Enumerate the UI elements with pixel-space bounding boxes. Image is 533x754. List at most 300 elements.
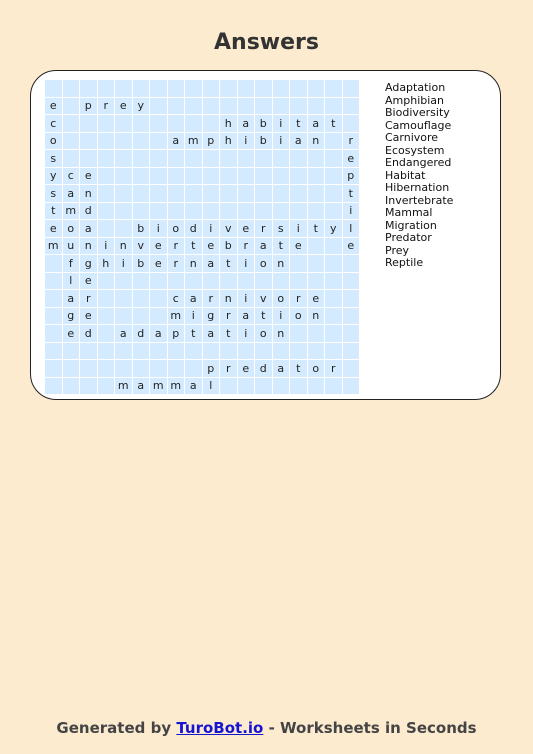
grid-cell: n: [185, 255, 202, 272]
grid-cell: [238, 185, 255, 202]
grid-cell: [255, 378, 272, 395]
grid-cell: [308, 185, 325, 202]
grid-cell: p: [168, 325, 185, 342]
grid-cell: [203, 98, 220, 115]
grid-cell: [325, 238, 342, 255]
grid-cell: [150, 115, 167, 132]
grid-cell: [185, 150, 202, 167]
grid-cell: [98, 325, 115, 342]
grid-cell: d: [80, 203, 97, 220]
grid-cell: [203, 150, 220, 167]
grid-cell: [45, 80, 62, 97]
grid-cell: [150, 308, 167, 325]
grid-cell: [133, 290, 150, 307]
grid-cell: [290, 150, 307, 167]
grid-cell: [98, 273, 115, 290]
grid-cell: [115, 115, 132, 132]
grid-cell: [273, 343, 290, 360]
grid-cell: [238, 378, 255, 395]
grid-cell: d: [185, 220, 202, 237]
grid-cell: [255, 203, 272, 220]
grid-cell: [220, 343, 237, 360]
grid-cell: [273, 150, 290, 167]
grid-cell: [343, 308, 360, 325]
grid-cell: t: [290, 360, 307, 377]
grid-cell: a: [168, 133, 185, 150]
grid-cell: [343, 325, 360, 342]
grid-cell: n: [308, 308, 325, 325]
grid-cell: [290, 325, 307, 342]
grid-cell: [45, 308, 62, 325]
grid-cell: g: [203, 308, 220, 325]
grid-cell: t: [185, 238, 202, 255]
grid-cell: [115, 343, 132, 360]
grid-cell: [168, 168, 185, 185]
word-list-item: Invertebrate: [385, 193, 454, 207]
turobot-link[interactable]: TuroBot.io: [176, 719, 264, 737]
grid-cell: [63, 98, 80, 115]
grid-cell: [343, 290, 360, 307]
grid-cell: [115, 308, 132, 325]
grid-cell: [273, 203, 290, 220]
grid-cell: [255, 343, 272, 360]
grid-cell: [185, 203, 202, 220]
grid-cell: v: [255, 290, 272, 307]
grid-cell: i: [203, 220, 220, 237]
grid-cell: o: [168, 220, 185, 237]
grid-cell: c: [45, 115, 62, 132]
grid-cell: a: [238, 115, 255, 132]
grid-cell: [185, 168, 202, 185]
grid-cell: [168, 115, 185, 132]
grid-cell: [115, 203, 132, 220]
grid-cell: s: [273, 220, 290, 237]
grid-cell: y: [45, 168, 62, 185]
word-list-item: Carnivore: [385, 131, 439, 144]
grid-cell: r: [255, 220, 272, 237]
grid-cell: [150, 133, 167, 150]
grid-cell: [63, 378, 80, 395]
grid-cell: [98, 185, 115, 202]
grid-cell: e: [290, 238, 307, 255]
grid-cell: i: [238, 290, 255, 307]
grid-cell: [255, 98, 272, 115]
grid-cell: [308, 80, 325, 97]
grid-cell: n: [273, 255, 290, 272]
grid-cell: [98, 80, 115, 97]
grid-cell: [168, 343, 185, 360]
grid-cell: [220, 185, 237, 202]
grid-cell: [150, 273, 167, 290]
grid-cell: [343, 360, 360, 377]
grid-cell: h: [220, 133, 237, 150]
grid-cell: [45, 325, 62, 342]
grid-cell: u: [63, 238, 80, 255]
grid-cell: [98, 115, 115, 132]
grid-cell: i: [98, 238, 115, 255]
grid-cell: [80, 80, 97, 97]
grid-cell: m: [185, 133, 202, 150]
grid-cell: [203, 185, 220, 202]
grid-cell: [150, 185, 167, 202]
grid-cell: e: [45, 220, 62, 237]
grid-cell: [150, 150, 167, 167]
grid-cell: [308, 98, 325, 115]
grid-cell: [220, 150, 237, 167]
grid-cell: r: [168, 238, 185, 255]
grid-cell: m: [168, 308, 185, 325]
grid-cell: r: [325, 360, 342, 377]
page-title: Answers: [214, 30, 319, 55]
grid-cell: o: [63, 220, 80, 237]
grid-cell: n: [273, 325, 290, 342]
grid-cell: i: [185, 308, 202, 325]
word-list-item: Camouflage: [385, 118, 452, 132]
grid-cell: [343, 80, 360, 97]
grid-cell: [343, 98, 360, 115]
grid-cell: i: [238, 325, 255, 342]
grid-cell: [133, 203, 150, 220]
grid-cell: [185, 80, 202, 97]
grid-cell: a: [63, 185, 80, 202]
grid-cell: e: [80, 273, 97, 290]
grid-cell: a: [290, 133, 307, 150]
grid-cell: [325, 343, 342, 360]
grid-cell: [133, 80, 150, 97]
grid-cell: [343, 343, 360, 360]
grid-cell: e: [63, 325, 80, 342]
grid-cell: [325, 150, 342, 167]
grid-cell: [168, 203, 185, 220]
grid-cell: t: [308, 220, 325, 237]
grid-cell: [98, 133, 115, 150]
grid-cell: [308, 343, 325, 360]
grid-cell: b: [220, 238, 237, 255]
grid-cell: [63, 133, 80, 150]
grid-cell: i: [115, 255, 132, 272]
grid-cell: [98, 308, 115, 325]
grid-cell: p: [203, 133, 220, 150]
word-list-item: Prey: [385, 243, 409, 257]
grid-cell: [325, 290, 342, 307]
grid-cell: y: [325, 220, 342, 237]
grid-cell: [308, 168, 325, 185]
grid-cell: [45, 378, 62, 395]
grid-cell: y: [133, 98, 150, 115]
grid-cell: [220, 378, 237, 395]
grid-cell: t: [290, 115, 307, 132]
grid-cell: [290, 203, 307, 220]
grid-cell: [185, 343, 202, 360]
grid-cell: [45, 290, 62, 307]
grid-cell: p: [343, 168, 360, 185]
grid-cell: b: [255, 133, 272, 150]
grid-cell: e: [150, 238, 167, 255]
grid-cell: c: [168, 290, 185, 307]
grid-cell: [115, 360, 132, 377]
grid-cell: o: [273, 290, 290, 307]
grid-cell: [133, 360, 150, 377]
grid-cell: m: [63, 203, 80, 220]
grid-cell: a: [63, 290, 80, 307]
word-search-grid: [45, 80, 359, 394]
grid-cell: t: [255, 308, 272, 325]
grid-cell: [220, 203, 237, 220]
grid-cell: i: [238, 255, 255, 272]
grid-cell: h: [98, 255, 115, 272]
grid-cell: [238, 273, 255, 290]
grid-cell: [63, 80, 80, 97]
grid-cell: i: [238, 133, 255, 150]
grid-cell: r: [220, 360, 237, 377]
grid-cell: [290, 273, 307, 290]
grid-cell: [220, 98, 237, 115]
grid-cell: [115, 220, 132, 237]
grid-cell: [133, 150, 150, 167]
grid-cell: b: [133, 220, 150, 237]
grid-cell: n: [308, 133, 325, 150]
grid-cell: [325, 168, 342, 185]
grid-cell: [290, 185, 307, 202]
grid-cell: m: [45, 238, 62, 255]
grid-cell: t: [343, 185, 360, 202]
grid-cell: [308, 150, 325, 167]
grid-cell: e: [203, 238, 220, 255]
grid-cell: [325, 203, 342, 220]
grid-cell: [80, 133, 97, 150]
grid-cell: [115, 150, 132, 167]
grid-cell: p: [80, 98, 97, 115]
grid-cell: [308, 238, 325, 255]
grid-cell: f: [63, 255, 80, 272]
word-list: [385, 82, 453, 270]
grid-cell: [45, 255, 62, 272]
grid-cell: [238, 168, 255, 185]
grid-cell: i: [290, 220, 307, 237]
grid-cell: [133, 168, 150, 185]
grid-cell: [150, 80, 167, 97]
grid-cell: a: [203, 325, 220, 342]
grid-cell: n: [80, 238, 97, 255]
grid-cell: e: [45, 98, 62, 115]
grid-cell: m: [150, 378, 167, 395]
grid-cell: e: [80, 308, 97, 325]
grid-cell: [203, 115, 220, 132]
word-list-item: Adaptation: [385, 81, 446, 94]
grid-cell: [168, 150, 185, 167]
grid-cell: a: [185, 378, 202, 395]
grid-cell: b: [255, 115, 272, 132]
grid-cell: [133, 343, 150, 360]
grid-cell: [273, 273, 290, 290]
grid-cell: m: [115, 378, 132, 395]
grid-cell: l: [63, 273, 80, 290]
grid-cell: [343, 255, 360, 272]
grid-cell: i: [273, 308, 290, 325]
grid-cell: [308, 325, 325, 342]
grid-cell: [203, 203, 220, 220]
grid-cell: [150, 168, 167, 185]
grid-cell: [98, 150, 115, 167]
grid-cell: [115, 185, 132, 202]
grid-cell: t: [325, 115, 342, 132]
grid-cell: [273, 378, 290, 395]
grid-cell: r: [290, 290, 307, 307]
grid-cell: [80, 378, 97, 395]
grid-cell: o: [308, 360, 325, 377]
grid-cell: g: [63, 308, 80, 325]
grid-cell: h: [220, 115, 237, 132]
grid-cell: [45, 273, 62, 290]
grid-cell: [168, 273, 185, 290]
grid-cell: t: [45, 203, 62, 220]
grid-cell: [238, 150, 255, 167]
word-list-item: Predator: [385, 231, 432, 244]
grid-cell: l: [203, 378, 220, 395]
grid-cell: [45, 343, 62, 360]
grid-cell: [290, 255, 307, 272]
grid-cell: d: [80, 325, 97, 342]
word-list-item: Biodiversity: [385, 106, 450, 119]
grid-cell: r: [168, 255, 185, 272]
grid-cell: m: [168, 378, 185, 395]
grid-cell: [185, 115, 202, 132]
grid-cell: r: [98, 98, 115, 115]
grid-cell: [308, 378, 325, 395]
grid-cell: r: [343, 133, 360, 150]
grid-cell: [343, 273, 360, 290]
grid-cell: v: [133, 238, 150, 255]
grid-cell: [203, 80, 220, 97]
grid-cell: [290, 98, 307, 115]
grid-cell: t: [220, 325, 237, 342]
grid-cell: [325, 98, 342, 115]
grid-cell: i: [150, 220, 167, 237]
grid-cell: i: [343, 203, 360, 220]
grid-cell: g: [80, 255, 97, 272]
grid-cell: [63, 343, 80, 360]
grid-cell: a: [80, 220, 97, 237]
grid-cell: [238, 98, 255, 115]
grid-cell: [255, 168, 272, 185]
grid-cell: [98, 168, 115, 185]
grid-cell: i: [273, 115, 290, 132]
word-list-item: Migration: [385, 218, 437, 232]
grid-cell: [150, 343, 167, 360]
grid-cell: e: [343, 238, 360, 255]
grid-cell: [115, 290, 132, 307]
grid-cell: s: [45, 150, 62, 167]
grid-cell: e: [238, 220, 255, 237]
grid-cell: [325, 273, 342, 290]
grid-cell: [115, 80, 132, 97]
word-list-item: Habitat: [385, 168, 426, 182]
puzzle-card: [30, 70, 501, 400]
grid-cell: r: [220, 308, 237, 325]
grid-cell: [273, 80, 290, 97]
grid-cell: a: [115, 325, 132, 342]
grid-cell: [98, 360, 115, 377]
grid-cell: [290, 80, 307, 97]
grid-cell: b: [133, 255, 150, 272]
grid-cell: a: [238, 308, 255, 325]
grid-cell: a: [308, 115, 325, 132]
grid-cell: i: [273, 133, 290, 150]
grid-cell: [325, 133, 342, 150]
grid-cell: [343, 378, 360, 395]
grid-cell: [150, 203, 167, 220]
grid-cell: [168, 80, 185, 97]
grid-cell: [308, 255, 325, 272]
grid-cell: o: [255, 255, 272, 272]
grid-cell: [115, 168, 132, 185]
grid-cell: t: [220, 255, 237, 272]
grid-cell: [168, 360, 185, 377]
grid-cell: [238, 80, 255, 97]
grid-cell: [220, 273, 237, 290]
grid-cell: a: [255, 238, 272, 255]
grid-cell: [273, 185, 290, 202]
grid-cell: [255, 185, 272, 202]
footer-suffix: - Worksheets in Seconds: [263, 719, 477, 737]
grid-cell: [185, 185, 202, 202]
grid-cell: s: [45, 185, 62, 202]
grid-cell: [325, 378, 342, 395]
grid-cell: [325, 255, 342, 272]
grid-cell: [255, 273, 272, 290]
grid-cell: [150, 98, 167, 115]
grid-cell: [63, 115, 80, 132]
grid-cell: t: [185, 325, 202, 342]
grid-cell: [325, 185, 342, 202]
grid-cell: [80, 115, 97, 132]
grid-cell: o: [45, 133, 62, 150]
grid-cell: r: [80, 290, 97, 307]
grid-cell: p: [203, 360, 220, 377]
grid-cell: [255, 80, 272, 97]
grid-cell: [308, 273, 325, 290]
grid-cell: [343, 115, 360, 132]
grid-cell: [133, 273, 150, 290]
grid-cell: [133, 115, 150, 132]
grid-cell: n: [80, 185, 97, 202]
grid-cell: a: [150, 325, 167, 342]
grid-cell: [63, 360, 80, 377]
grid-cell: n: [115, 238, 132, 255]
grid-cell: [80, 343, 97, 360]
grid-cell: o: [255, 325, 272, 342]
grid-cell: t: [273, 238, 290, 255]
grid-cell: [273, 168, 290, 185]
grid-cell: d: [133, 325, 150, 342]
grid-cell: n: [220, 290, 237, 307]
grid-cell: [203, 168, 220, 185]
grid-cell: [203, 343, 220, 360]
grid-cell: [80, 360, 97, 377]
grid-cell: [150, 360, 167, 377]
word-list-item: Mammal: [385, 206, 433, 219]
grid-cell: [185, 360, 202, 377]
grid-cell: [325, 308, 342, 325]
grid-cell: [185, 273, 202, 290]
grid-cell: [168, 185, 185, 202]
grid-cell: [133, 308, 150, 325]
grid-cell: o: [290, 308, 307, 325]
grid-cell: a: [203, 255, 220, 272]
grid-cell: r: [203, 290, 220, 307]
grid-cell: a: [133, 378, 150, 395]
grid-cell: [63, 150, 80, 167]
